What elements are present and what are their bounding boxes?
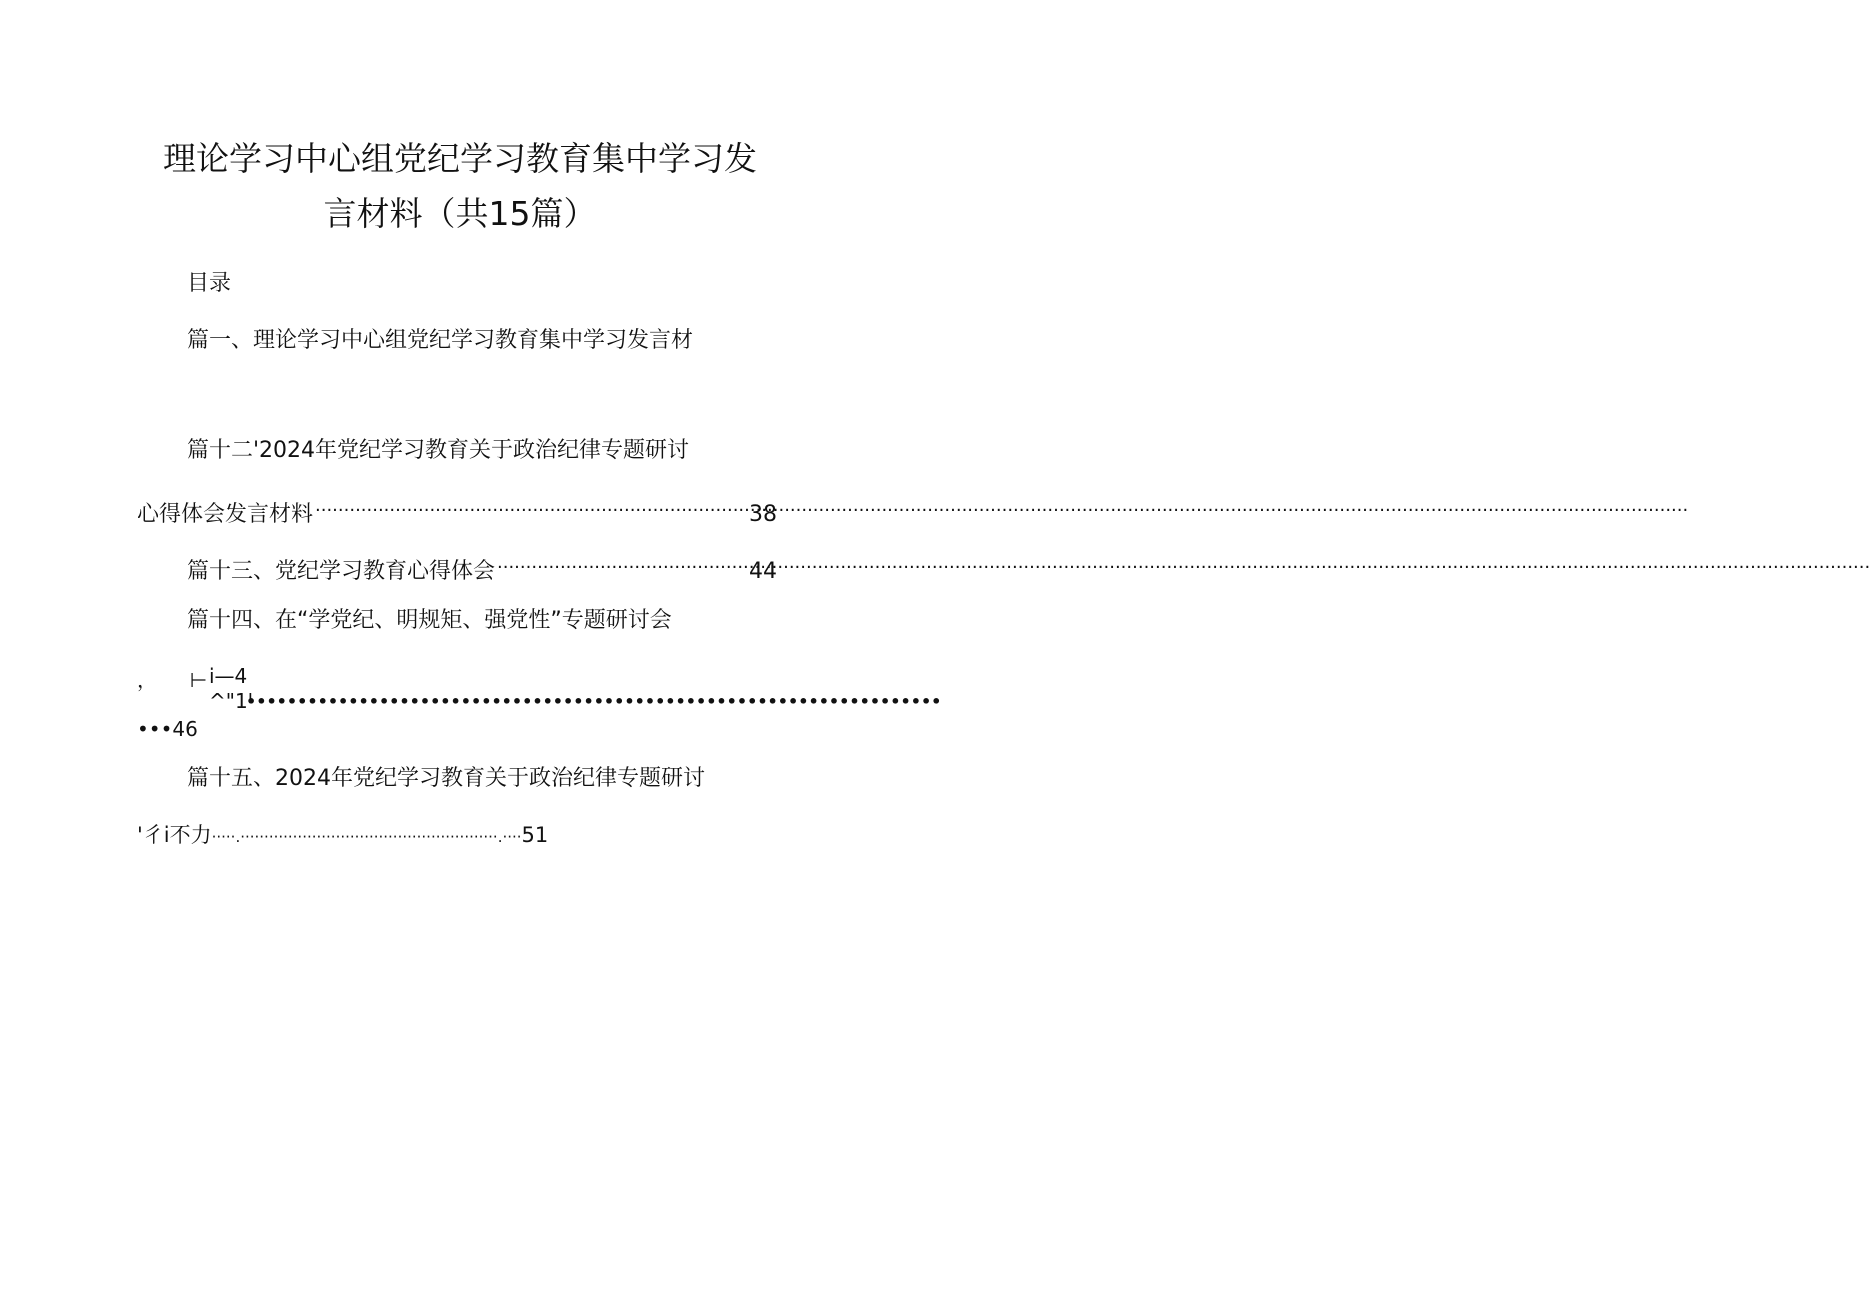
toc-entry-12-title-cont: 心得体会发言材料 [137,502,314,527]
dot-leader [315,495,747,521]
toc-entry-12-row[interactable] [137,495,777,528]
toc-heading: 目录 [187,271,232,296]
toc-entry-1[interactable]: 篇一、理论学习中心组党纪学习教育集中学习发言材 [187,328,694,353]
toc-entry-15-row[interactable] [137,822,548,850]
toc-entry-14-page-row [137,716,198,742]
toc-entry-15-title-cont: '彳i不力 [137,823,212,847]
bullet-prefix: ••• [137,717,173,741]
document-title-line-2: 言材料（共15篇） [323,194,597,233]
dot-leader: ·····.······················································.···· [211,828,522,846]
toc-entry-13-title: 篇十三、党纪学习教育心得体会 [187,559,496,584]
toc-entry-14-page: 46 [172,717,198,741]
toc-entry-14-title[interactable]: 篇十四、在“学党纪、明规矩、强党性”专题研讨会 [187,608,672,633]
scan-noise-3: ^"1' [209,689,254,713]
bullet-leader: •••••••••••••••••••••••••••••••••••••••••••••••••••••••••••••••••••• [246,692,942,711]
toc-entry-15-page: 51 [521,823,549,847]
toc-entry-13-row[interactable] [187,552,777,585]
document-title-line-1: 理论学习中心组党纪学习教育集中学习发 [163,139,757,178]
scan-noise-1: ， ⊢ [137,668,208,692]
toc-entry-13-page: 44 [749,559,777,584]
dot-leader [497,552,747,578]
toc-entry-12-title[interactable]: 篇十二'2024年党纪学习教育关于政治纪律专题研讨 [187,438,690,463]
toc-entry-12-page: 38 [749,502,777,527]
scan-noise-2: i—4 [209,664,248,688]
toc-entry-15-title[interactable]: 篇十五、2024年党纪学习教育关于政治纪律专题研讨 [187,766,705,791]
